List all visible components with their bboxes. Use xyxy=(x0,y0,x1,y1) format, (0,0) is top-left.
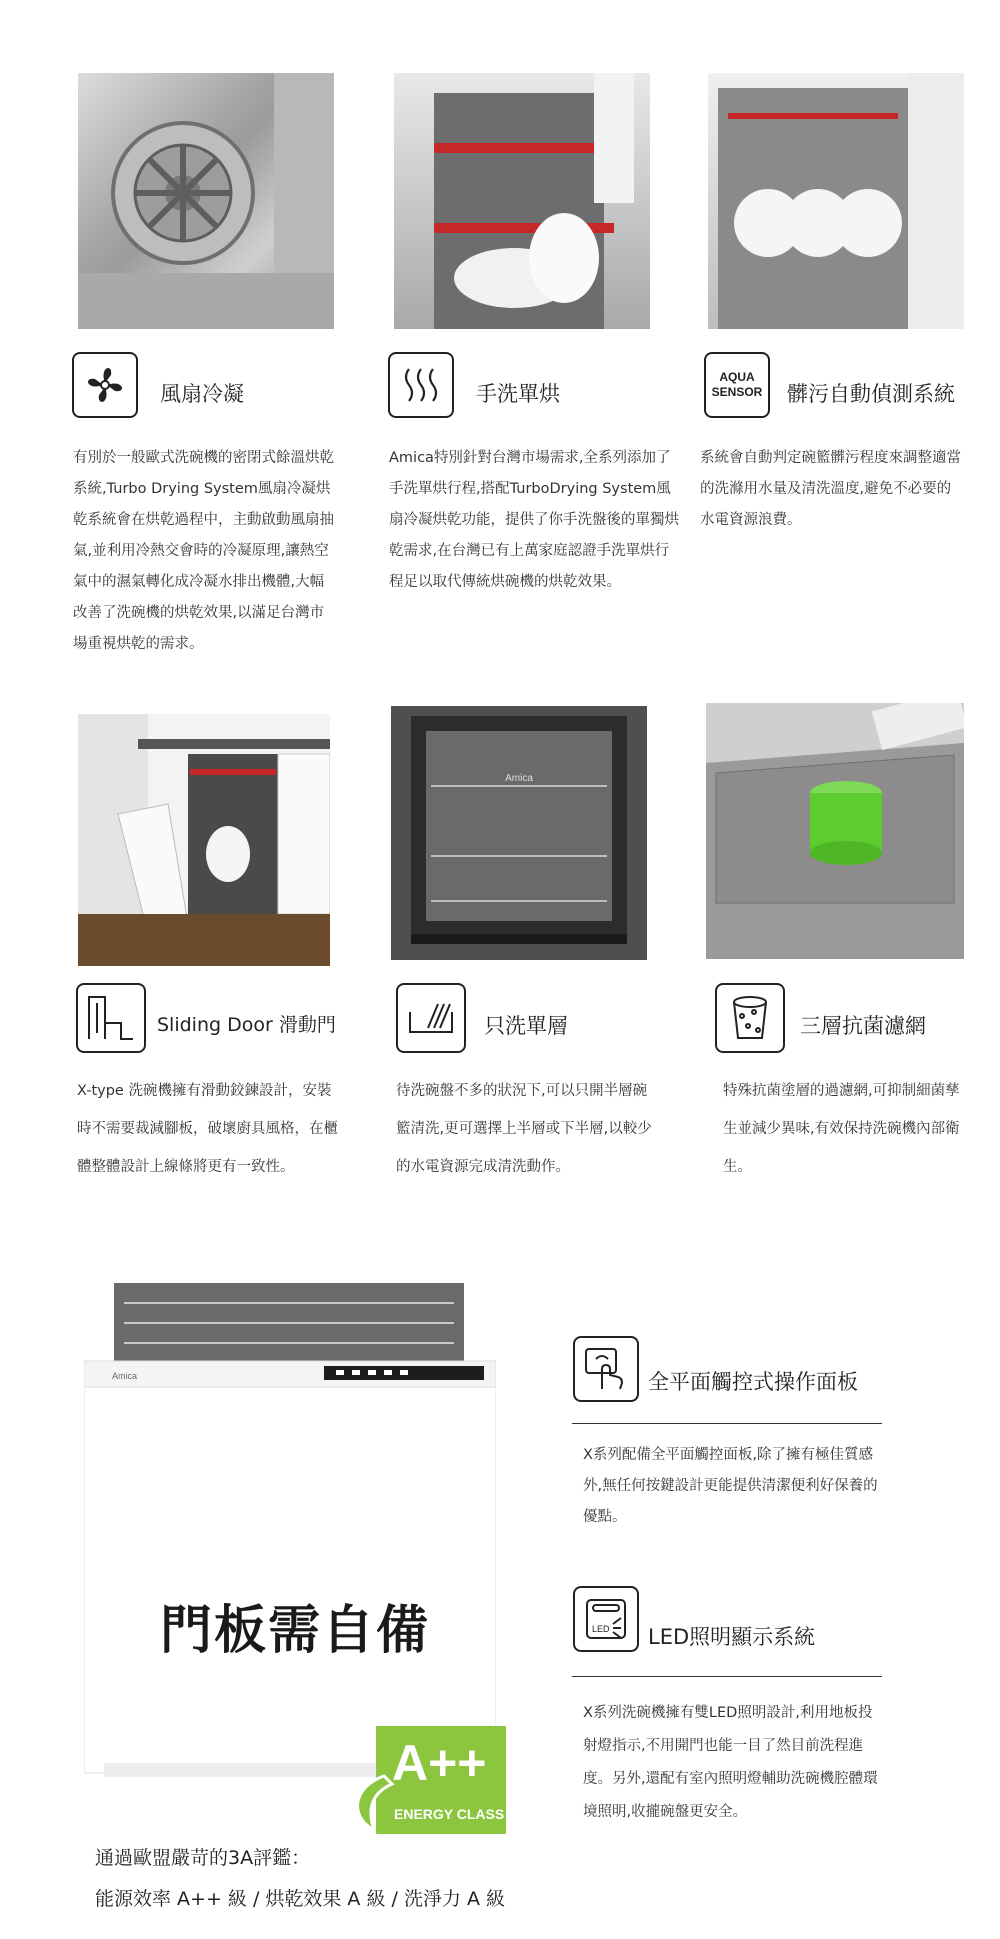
antibacterial-filter-icon xyxy=(715,983,785,1053)
dishwasher-interior-illustration xyxy=(391,706,647,960)
dish-rack-illustration xyxy=(394,73,650,329)
steam-icon xyxy=(388,352,454,418)
led-icon-label: LED xyxy=(592,1624,610,1634)
sliding-door-illustration xyxy=(78,714,330,966)
led-divider xyxy=(572,1676,882,1677)
aqua-label: AQUA xyxy=(719,370,755,384)
energy-grade: A++ xyxy=(392,1735,487,1791)
photo-sliding-door xyxy=(78,714,330,966)
aqua-sensor-icon xyxy=(704,352,770,418)
photo-filter xyxy=(706,703,964,959)
feature-body-touch-panel: X系列配備全平面觸控面板,除了擁有極佳質感外,無任何按鍵設計更能提供清潔便利好保養的優點。 xyxy=(583,1447,878,1525)
feature-title-touch-panel: 全平面觸控式操作面板 xyxy=(648,1370,858,1394)
feature-title-soil-sensor: 髒污自動偵測系統 xyxy=(787,382,955,406)
single-rack-icon xyxy=(396,983,466,1053)
sliding-door-icon xyxy=(76,983,146,1053)
product-dishwasher xyxy=(84,1283,496,1788)
photo-drain-filter xyxy=(78,73,334,329)
energy-class-label: ENERGY CLASS xyxy=(394,1806,505,1822)
touch-panel-divider xyxy=(572,1423,882,1424)
photo-dishwasher-interior xyxy=(391,706,647,960)
energy-class-badge xyxy=(344,1726,506,1834)
feature-body-fan: 有別於一般歐式洗碗機的密閉式餘溫烘乾系統,Turbo Drying System風扇冷凝烘乾系統會在烘乾過程中，主動啟動風扇抽氣,並利用冷熱交會時的冷凝原理,讓熱空氣中的濕氣轉化成冷凝水排出機體,大幅改善了洗碗機的烘乾效果,以滿足台灣市場重視烘乾的需求。 xyxy=(73,450,334,652)
certification-line-2: 能源效率 A++ 級 / 烘乾效果 A 級 / 洗淨力 A 級 xyxy=(95,1888,506,1910)
feature-body-single-rack: 待洗碗盤不多的狀況下,可以只開半層碗籃清洗,更可選擇上半層或下半層,以較少的水電資源完成清洗動作。 xyxy=(396,1083,652,1175)
feature-title-led: LED照明顯示系統 xyxy=(648,1625,816,1649)
touch-panel-icon xyxy=(573,1336,639,1402)
certification-line-1: 通過歐盟嚴苛的3A評鑑： xyxy=(95,1847,311,1869)
dishwasher-illustration xyxy=(84,1283,496,1788)
drain-filter-illustration xyxy=(78,73,334,329)
feature-body-hand-wash-dry: Amica特別針對台灣市場需求,全系列添加了手洗單烘行程,搭配TurboDrying System風扇冷凝烘乾功能，提供了你手洗盤後的單獨烘乾需求,在台灣已有上萬家庭認證手洗單烘行程足以取代傳統烘碗機的烘乾效果。 xyxy=(389,450,679,590)
photo-open-dishwasher xyxy=(708,73,964,329)
sensor-label: SENSOR xyxy=(711,385,763,399)
photo-dish-rack xyxy=(394,73,650,329)
panel-brand-label: Amica xyxy=(112,1371,138,1381)
interior-brand-label: Amica xyxy=(505,773,533,784)
open-dishwasher-illustration xyxy=(708,73,964,329)
feature-title-hand-wash-dry: 手洗單烘 xyxy=(476,382,560,406)
feature-title-sliding-door: Sliding Door 滑動門 xyxy=(157,1014,336,1036)
door-panel-text: 門板需自備 xyxy=(160,1601,431,1661)
feature-body-sliding-door: X-type 洗碗機擁有滑動鉸鍊設計，安裝時不需要裁減腳板，破壞廚具風格，在櫃體整體設計上線條將更有一致性。 xyxy=(77,1083,338,1175)
feature-body-led: X系列洗碗機擁有雙LED照明設計,利用地板投射燈指示,不用開門也能一目了然目前洗程進度。另外,還配有室內照明燈輔助洗碗機腔體環境照明,收攏碗盤更安全。 xyxy=(583,1705,878,1820)
filter-illustration xyxy=(706,703,964,959)
feature-title-fan: 風扇冷凝 xyxy=(160,382,244,406)
fan-icon xyxy=(72,352,138,418)
led-icon xyxy=(573,1586,639,1652)
feature-body-soil-sensor: 系統會自動判定碗籃髒污程度來調整適當的洗滌用水量及清洗溫度,避免不必要的水電資源浪費。 xyxy=(700,450,961,528)
feature-title-filter: 三層抗菌濾網 xyxy=(800,1014,926,1038)
feature-body-filter: 特殊抗菌塗層的過濾網,可抑制細菌孳生並減少異味,有效保持洗碗機內部衛生。 xyxy=(723,1083,960,1175)
feature-title-single-rack: 只洗單層 xyxy=(484,1014,568,1038)
